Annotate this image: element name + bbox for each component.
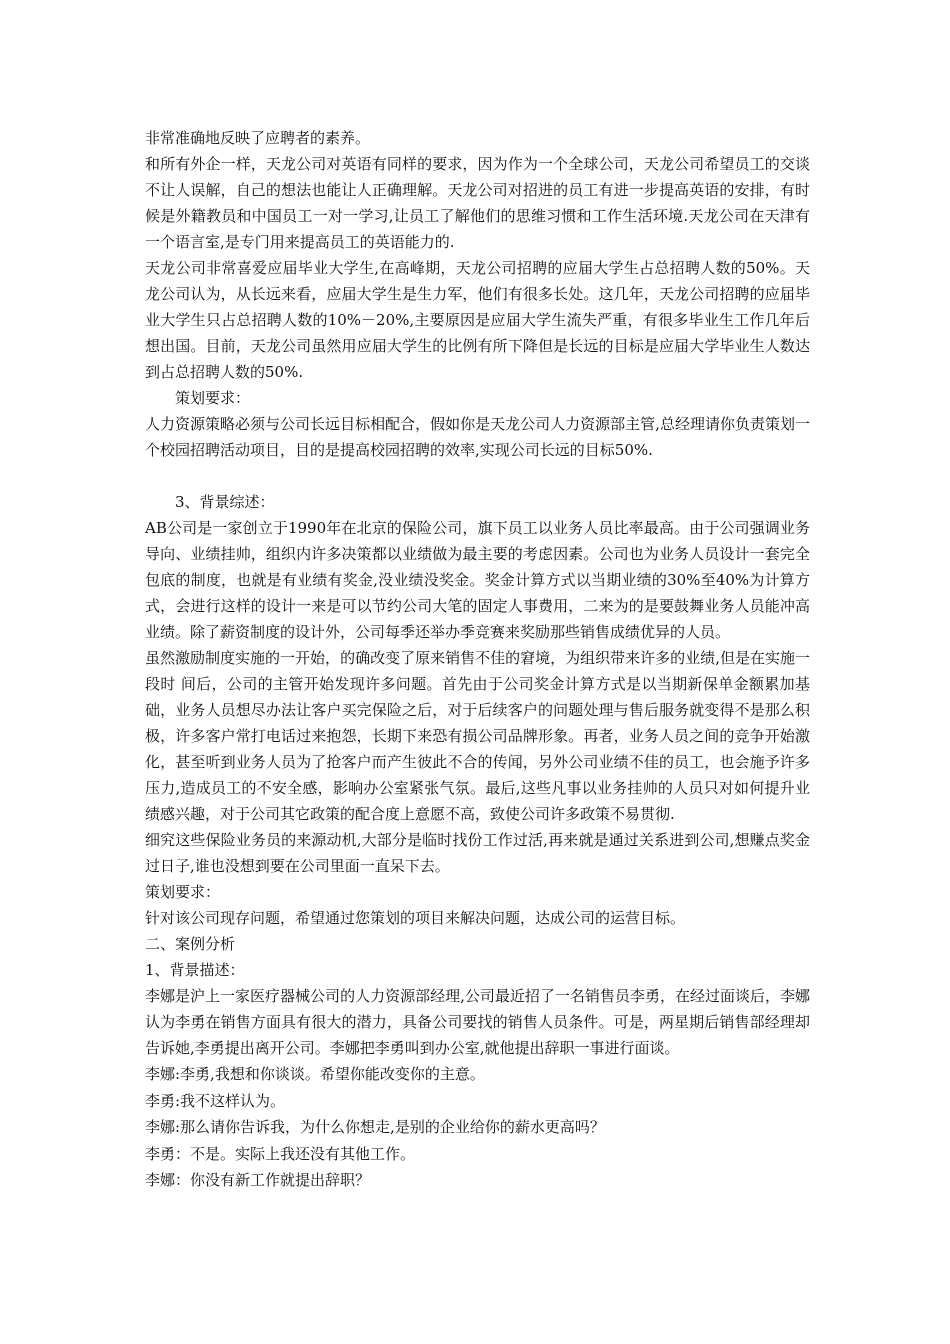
- paragraph: 针对该公司现存问题，希望通过您策划的项目来解决问题，达成公司的运营目标。: [145, 909, 686, 927]
- document-body: [145, 125, 810, 1194]
- dialogue-line: 李勇:我不这样认为。: [145, 1091, 286, 1110]
- paragraph: AB公司是一家创立于1990年在北京的保险公司，旗下员工以业务人员比率最高。由于公司强调业务导向、业绩挂帅，组织内许多决策都以业绩做为最主要的考虑因素。公司也为业务人员设计一套完全包底的制度，也就是有业绩有奖金,没业绩没奖金。奖金计算方式以当期业绩的30%至40%为计算方式，会进行这样的设计一来是可以节约公司大笔的固定人事费用，二来为的是要鼓舞业务人员能冲高业绩。除了薪资制度的设计外，公司每季还举办季竞赛来奖励那些销售成绩优异的人员。: [145, 519, 810, 641]
- dialogue-line: 李娜：你没有新工作就提出辞职？: [145, 1171, 371, 1189]
- paragraph: 虽然激励制度实施的一开始，的确改变了原来销售不佳的窘境，为组织带来许多的业绩,但是在实施一段时 间后，公司的主管开始发现许多问题。首先由于公司奖金计算方式是以当期新保单金额累加基础，业务人员想尽办法让客户买完保险之后，对于后续客户的问题处理与售后服务就变得不是那么积极，许多客户常打电话过来抱怨，长期下来恐有损公司品牌形象。再者，业务人员之间的竞争开始激化，甚至听到业务人员为了抢客户而产生彼此不合的传闻，另外公司业绩不佳的员工，也会施予许多压力,造成员工的不安全感，影响办公室紧张气氛。最后,这些凡事以业务挂帅的人员只对如何提升业绩感兴趣，对于公司其它政策的配合度上意愿不高，致使公司许多政策不易贯彻.: [145, 649, 810, 823]
- paragraph: 李娜是沪上一家医疗器械公司的人力资源部经理,公司最近招了一名销售员李勇，在经过面谈后，李娜认为李勇在销售方面具有很大的潜力，具备公司要找的销售人员条件。可是，两星期后销售部经理却告诉她,李勇提出离开公司。李娜把李勇叫到办公室,就他提出辞职一事进行面谈。: [145, 987, 810, 1057]
- dialogue-line: 李娜:李勇,我想和你谈谈。希望你能改变你的主意。: [145, 1065, 485, 1083]
- paragraph: 细究这些保险业务员的来源动机,大部分是临时找份工作过活,再来就是通过关系进到公司,想赚点奖金过日子,谁也没想到要在公司里面一直呆下去。: [145, 831, 810, 875]
- paragraph: 非常准确地反映了应聘者的素养。: [145, 129, 371, 147]
- dialogue-line: 李娜:那么请你告诉我，为什么你想走,是别的企业给你的薪水更高吗？: [145, 1118, 605, 1136]
- section-heading: 3、背景综述：: [175, 493, 275, 511]
- section-heading: 二、案例分析: [145, 935, 236, 953]
- dialogue-line: 李勇：不是。实际上我还没有其他工作。: [145, 1144, 416, 1163]
- paragraph: 天龙公司非常喜爱应届毕业大学生,在高峰期，天龙公司招聘的应届大学生占总招聘人数的50%。天龙公司认为，从长远来看，应届大学生是生力军，他们有很多长处。这几年，天龙公司招聘的应届毕业大学生只占总招聘人数的10%－20%,主要原因是应届大学生流失严重，有很多毕业生工作几年后想出国。目前，天龙公司虽然用应届大学生的比例有所下降但是长远的目标是应届大学毕业生人数达到占总招聘人数的50%.: [145, 259, 810, 381]
- paragraph: 人力资源策略必须与公司长远目标相配合，假如你是天龙公司人力资源部主管,总经理请你负责策划一个校园招聘活动项目，目的是提高校园招聘的效率,实现公司长远的目标50%.: [145, 415, 810, 459]
- section-heading: 1、背景描述：: [145, 961, 245, 979]
- blank-line: [145, 463, 810, 489]
- section-heading: 策划要求：: [145, 883, 221, 901]
- section-heading: 策划要求：: [175, 389, 251, 407]
- paragraph: 和所有外企一样，天龙公司对英语有同样的要求，因为作为一个全球公司，天龙公司希望员工的交谈不让人误解，自己的想法也能让人正确理解。天龙公司对招进的员工有进一步提高英语的安排，有时候是外籍教员和中国员工一对一学习,让员工了解他们的思维习惯和工作生活环境.天龙公司在天津有一个语言室,是专门用来提高员工的英语能力的.: [145, 155, 810, 251]
